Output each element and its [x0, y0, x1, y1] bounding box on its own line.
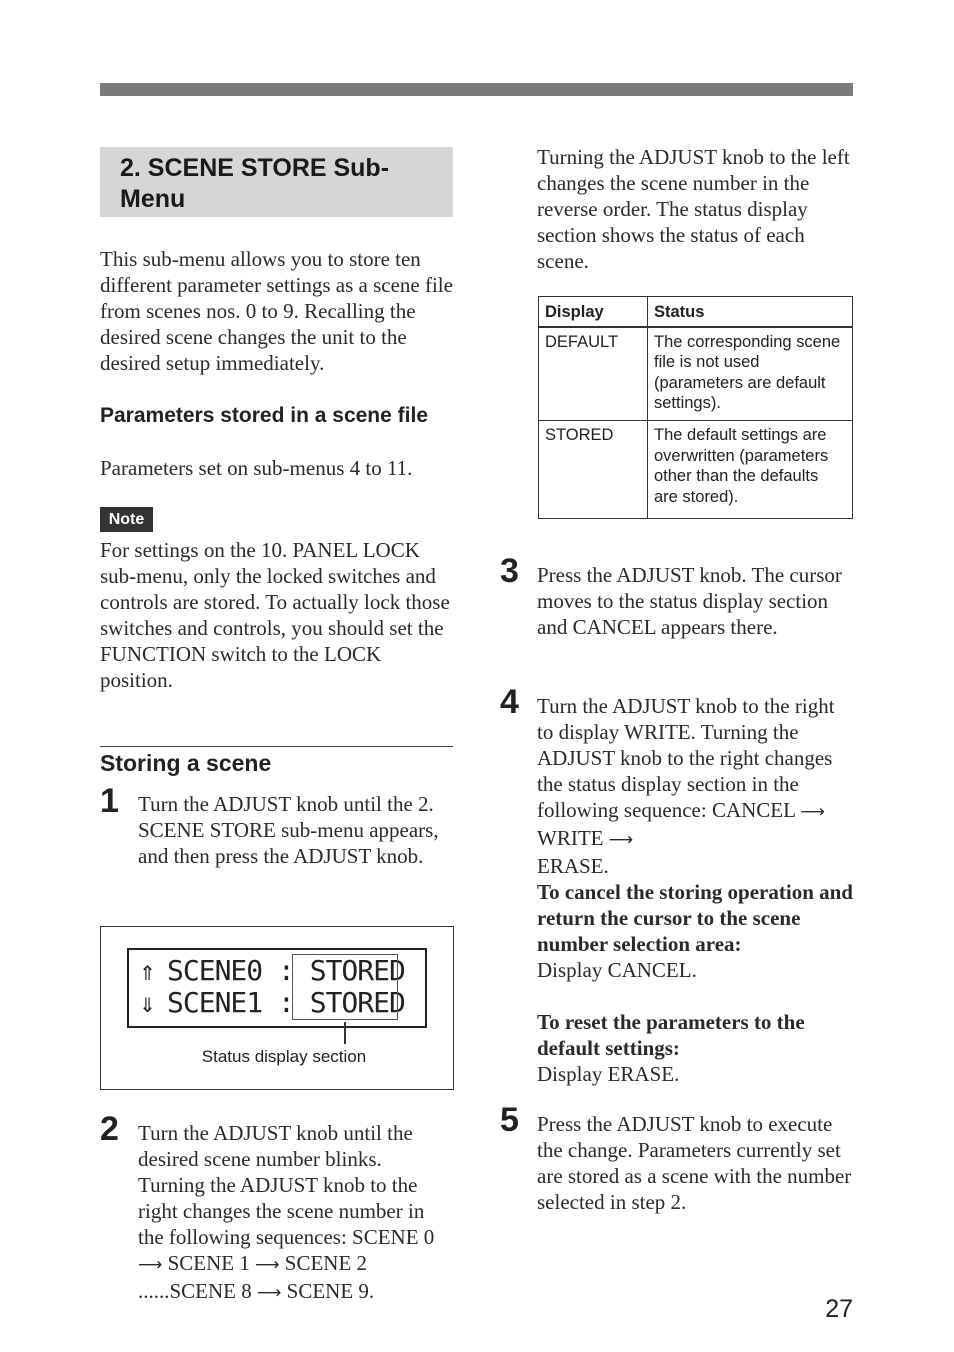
right-arrow-icon: ⟶	[255, 1255, 280, 1275]
right-arrow-icon: ⟶	[257, 1283, 282, 1303]
step-1-text: Turn the ADJUST knob until the 2. SCENE STORE sub-menu appears, and then press the ADJUST knob.	[138, 792, 439, 868]
right-arrow-icon: ⟶	[800, 802, 825, 822]
step-2-seq-d: ......SCENE 8	[138, 1279, 252, 1303]
page-number: 27	[825, 1295, 853, 1323]
lcd-scene0-status: STORED	[309, 954, 405, 987]
header-bar	[100, 83, 853, 96]
step-4-seq-b: WRITE	[537, 826, 604, 850]
table-cell-status: The corresponding scene file is not used (parameters are default settings).	[648, 327, 853, 421]
table-cell-display: DEFAULT	[539, 327, 648, 421]
step-4-seq-c: ERASE.	[537, 854, 609, 878]
note-text: For settings on the 10. PANEL LOCK sub-menu, only the locked switches and controls are stored. To actually lock those switches and controls, you should set the FUNCTION switch to the LOCK position.	[100, 538, 450, 692]
table-cell-display: STORED	[539, 421, 648, 519]
cancel-heading: To cancel the storing operation and return the cursor to the scene number selection area:	[537, 880, 853, 956]
figure-caption: Status display section	[201, 1047, 367, 1066]
reset-text: Display ERASE.	[537, 1062, 680, 1086]
caption-leader-line	[344, 1022, 346, 1044]
up-arrow-icon: ⇑	[139, 961, 155, 985]
step-3-number: 3	[500, 552, 519, 590]
step-2-seq-a: 0	[423, 1225, 435, 1249]
step-2-seq-b: SCENE 1	[167, 1251, 250, 1275]
right-arrow-icon: ⟶	[138, 1255, 163, 1275]
table-cell-status: The default settings are overwritten (parameters other than the defaults are stored).	[648, 421, 853, 519]
section-divider	[100, 746, 453, 747]
step-2-line: Turn the ADJUST knob until the desired scene number blinks. Turning the ADJUST knob to the right changes the scene number in the following sequences: SCENE	[138, 1121, 425, 1249]
step-2-text	[138, 1120, 452, 1306]
lcd-scene1-status: STORED	[309, 986, 405, 1019]
table-row	[539, 327, 853, 421]
table-header-display: Display	[539, 297, 648, 327]
table-header-status: Status	[648, 297, 853, 327]
section-title-box	[100, 147, 453, 217]
reset-heading: To reset the parameters to the default settings:	[537, 1010, 805, 1060]
lcd-scene0-label: SCENE0 :	[167, 954, 294, 987]
step-5-text: Press the ADJUST knob to execute the change. Parameters currently set are stored as a scene with the number selected in step 2.	[537, 1112, 852, 1214]
storing-heading: Storing a scene	[100, 750, 272, 776]
step-4-number: 4	[500, 683, 519, 721]
right-arrow-icon: ⟶	[608, 830, 634, 850]
intro-paragraph: This sub-menu allows you to store ten different parameter settings as a scene file from scenes nos. 0 to 9. Recalling the desired scene changes the unit to the desired setup immediately.	[100, 247, 453, 375]
right-intro-paragraph: Turning the ADJUST knob to the left changes the scene number in the reverse order. The status display section shows the status of each scene.	[537, 145, 850, 273]
note-badge: Note	[100, 507, 153, 532]
step-4-seq-a: CANCEL	[711, 798, 796, 822]
lcd-scene1-label: SCENE1 :	[167, 986, 294, 1019]
step-4-line: Turn the ADJUST knob to the right to display WRITE. Turning the ADJUST knob to the right changes the status display section in the following sequence:	[537, 694, 835, 822]
step-4-text	[537, 693, 853, 1087]
table-header-row	[539, 297, 853, 327]
step-3-text: Press the ADJUST knob. The cursor moves to the status display section and CANCEL appears there.	[537, 563, 842, 639]
step-2-seq-e: SCENE 9.	[286, 1279, 375, 1303]
lcd-display	[127, 948, 427, 1028]
down-arrow-icon: ⇓	[139, 993, 155, 1017]
status-display-highlight	[292, 954, 398, 1020]
step-2-number: 2	[100, 1110, 119, 1148]
status-table	[538, 296, 853, 519]
section-title: 2. SCENE STORE Sub-Menu	[120, 154, 390, 213]
params-text: Parameters set on sub-menus 4 to 11.	[100, 456, 413, 480]
step-1-number: 1	[100, 782, 119, 820]
step-5-number: 5	[500, 1101, 519, 1139]
table-row	[539, 421, 853, 519]
params-heading: Parameters stored in a scene file	[100, 404, 428, 427]
step-2-seq-c: SCENE 2	[284, 1251, 368, 1275]
cancel-text: Display CANCEL.	[537, 958, 697, 982]
